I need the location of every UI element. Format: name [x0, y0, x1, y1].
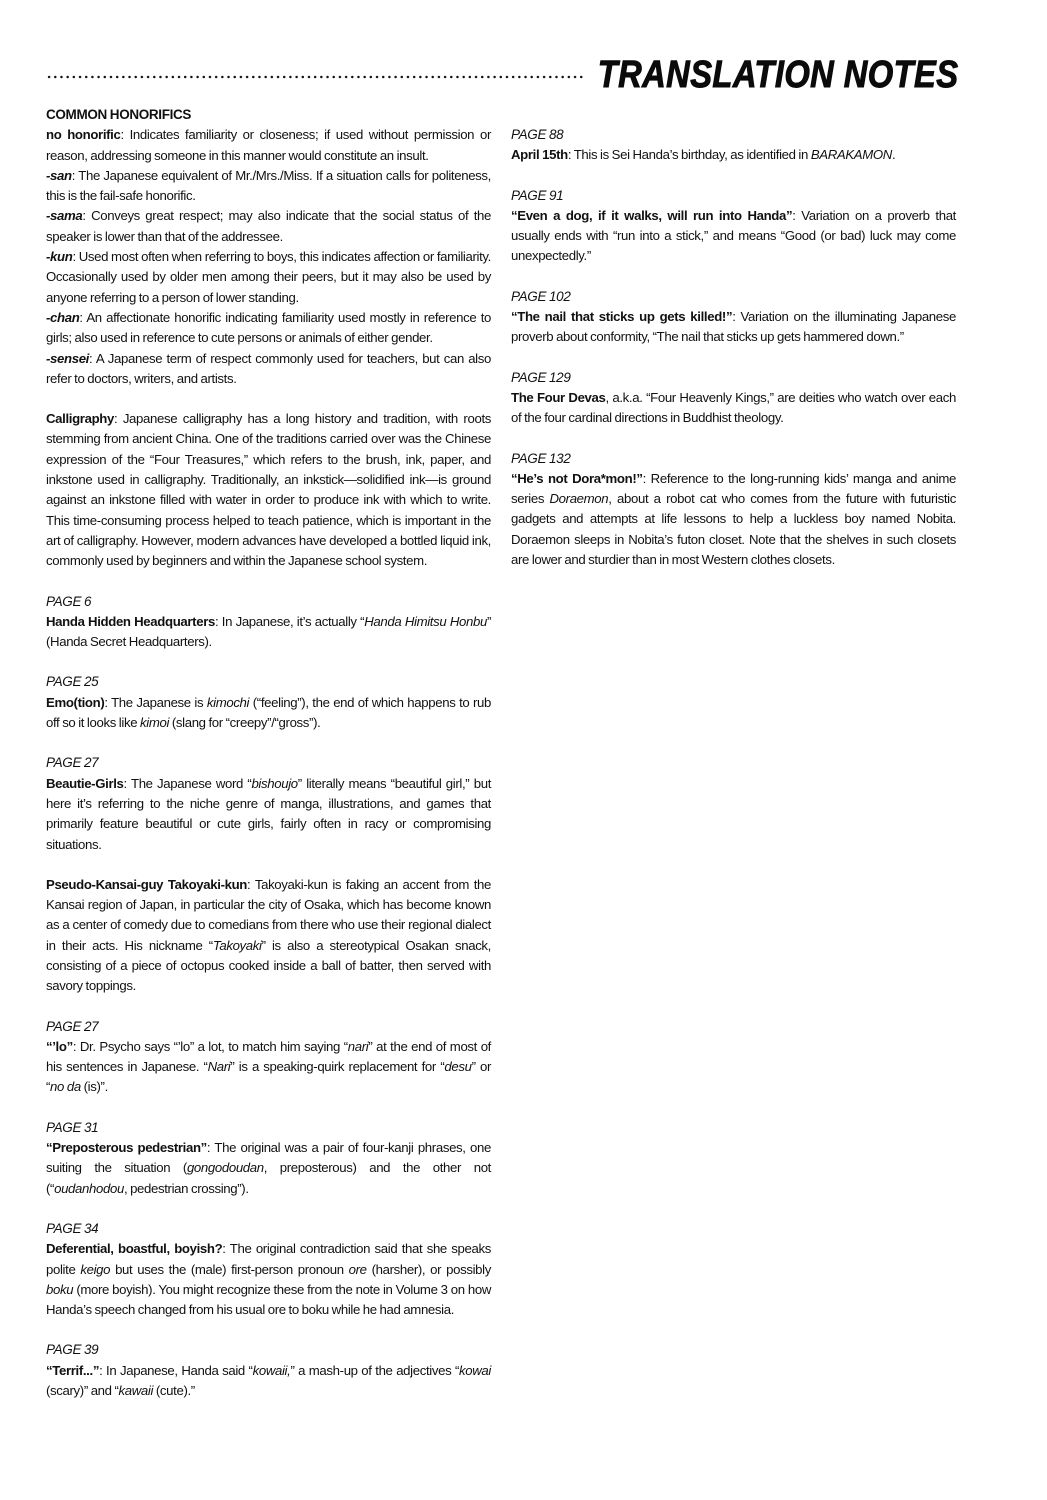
honorific-entry [46, 349, 491, 390]
note-body [46, 612, 491, 653]
page-label: PAGE 91 [511, 187, 564, 203]
honorific-text: : The Japanese equivalent of Mr./Mrs./Miss. If a situation calls for politeness, this is the fail-safe honorific. [46, 167, 491, 204]
note-body [46, 1138, 491, 1199]
note-text: : In Japanese, it’s actually “ [214, 613, 365, 629]
right-column [511, 125, 956, 590]
honorific-term: -sensei [46, 350, 89, 366]
note-text: (slang for “creepy”/“gross”). [169, 715, 321, 731]
note-page-27-beautie-girls [46, 753, 491, 854]
note-text: ” or “ [46, 1059, 491, 1095]
note-takoyaki-kun [46, 875, 491, 997]
page-label: PAGE 132 [511, 450, 571, 466]
note-italic: keigo [80, 1261, 111, 1277]
note-text: (scary)” and “ [46, 1383, 119, 1399]
honorific-term: no honorific [46, 127, 121, 143]
note-text: : The Japanese word “ [123, 775, 252, 791]
honorifics-section [46, 105, 491, 389]
dotted-rule [46, 75, 584, 79]
note-text: (“feeling”), the end of which happens to rub off so it looks like [46, 694, 491, 731]
honorific-entry [46, 308, 491, 349]
calligraphy-note [46, 409, 491, 571]
page-label: PAGE 39 [46, 1342, 99, 1358]
left-column [46, 105, 491, 1421]
note-italic: gongodoudan [186, 1160, 264, 1176]
note-text: : Reference to the long-running kids’ manga and anime series [511, 470, 956, 507]
note-text: : In Japanese, Handa said “ [99, 1362, 253, 1378]
honorifics-heading: COMMON HONORIFICS [46, 107, 192, 122]
page-label: PAGE 31 [46, 1119, 99, 1135]
note-text: ” at the end of most of his sentences in Japanese. “ [46, 1038, 492, 1075]
honorific-entry [46, 166, 491, 207]
page-label: PAGE 6 [46, 593, 92, 609]
note-body [46, 875, 491, 997]
note-body [511, 206, 956, 267]
honorific-term: -chan [46, 309, 80, 325]
note-text: : Variation on a proverb that usually ends with “run into a stick,” and means “Good (or bad) luck may come unexpectedly.” [511, 207, 956, 264]
page-label: PAGE 102 [511, 288, 571, 304]
note-page-132 [511, 449, 956, 571]
note-italic: desu [444, 1059, 472, 1075]
note-page-27-lo [46, 1017, 491, 1098]
note-page-31 [46, 1118, 491, 1199]
note-text: ” is a speaking-quirk replacement for “ [230, 1059, 445, 1075]
note-term: Handa Hidden Headquarters [46, 613, 215, 629]
note-italic: oudanhodou [54, 1180, 124, 1196]
note-body [511, 307, 956, 348]
note-term: “The nail that sticks up gets killed!” [511, 309, 733, 325]
note-body [511, 388, 956, 429]
note-term: The Four Devas [511, 389, 606, 405]
honorific-entry [46, 206, 491, 247]
note-page-88 [511, 125, 956, 166]
note-term: Emo(tion) [46, 694, 105, 710]
note-italic: BARAKAMON [810, 147, 892, 163]
note-text: , pedestrian crossing”). [123, 1180, 249, 1196]
note-term: Deferential, boastful, boyish? [46, 1241, 223, 1257]
page-label: PAGE 27 [46, 1018, 99, 1034]
note-italic: bishoujo [251, 775, 298, 791]
note-page-6 [46, 592, 491, 653]
honorific-text: : Used most often when referring to boys, this indicates affection or familiarity. Occasionally used by older men among their peers, but it may also be used by anyone referring to a person of lower standing. [46, 249, 491, 305]
page-label: PAGE 25 [46, 674, 99, 690]
note-text: : This is Sei Handa’s birthday, as identified in [567, 147, 811, 163]
note-body [46, 1239, 491, 1320]
note-italic: kowaii, [252, 1362, 291, 1378]
note-term: “Even a dog, if it walks, will run into Handa” [511, 207, 793, 223]
page-label: PAGE 34 [46, 1220, 99, 1236]
page-header [46, 54, 958, 102]
honorific-text: : Indicates familiarity or closeness; if used without permission or reason, addressing someone in this manner would constitute an insult. [46, 127, 491, 163]
page-label: PAGE 88 [511, 127, 564, 142]
note-page-25 [46, 672, 491, 733]
note-text: : Takoyaki-kun is faking an accent from the Kansai region of Japan, in particular the city of Osaka, which has become known as a center of comedy due to comedians from there who use their regional dialect in their acts. His nickname “ [46, 876, 491, 953]
note-text: , about a robot cat who comes from the future with futuristic gadgets and attempts at life lessons to help a luckless boy named Nobita. Doraemon sleeps in Nobita’s futon closet. Note that the shelves in such closets are lower and sturdier than in most Western clothes closets. [511, 491, 956, 568]
note-text: : Japanese calligraphy has a long history and tradition, with roots stemming from ancient China. One of the traditions carried over was the Chinese expression of the “Four Treasures,” which refers to the brush, ink, paper, and inkstone used in calligraphy. Traditionally, an inkstick—solidified ink—is ground against an inkstone filled with water in order to produce ink with which to write. This time-consuming process helped to teach patience, which is important in the art of calligraphy. However, modern advances have developed a bottled liquid ink, commonly used by beginners and within the Japanese school system. [46, 411, 491, 569]
note-term: “He’s not Dora*mon!” [511, 470, 643, 486]
note-text: . [891, 147, 896, 163]
note-body [46, 1037, 491, 1098]
note-text: , a.k.a. “Four Heavenly Kings,” are deities who watch over each of the four cardinal directions in Buddhist theology. [511, 389, 956, 426]
page-label: PAGE 27 [46, 755, 99, 771]
note-text: : Dr. Psycho says “’lo” a lot, to match him saying “ [72, 1038, 348, 1054]
note-body [511, 469, 956, 570]
note-text: : Variation on the illuminating Japanese proverb about conformity, “The nail that sticks up gets hammered down.” [511, 309, 957, 345]
note-term: “Preposterous pedestrian” [46, 1140, 207, 1156]
honorific-entry [46, 247, 491, 308]
note-text: ” literally means “beautiful girl,” but here it’s referring to the niche genre of manga, illustrations, and games that primarily feature beautiful or cute girls, fairly often in racy or compromising situations. [46, 775, 492, 852]
note-page-39 [46, 1340, 491, 1401]
note-italic: kowai [459, 1362, 491, 1378]
note-body [46, 1361, 491, 1402]
note-italic: kimochi [206, 694, 250, 710]
page-title: TRANSLATION NOTES [597, 54, 958, 96]
honorific-term: -sama [46, 208, 83, 224]
note-text: , preposterous) and the other not (“ [46, 1160, 492, 1196]
note-page-102 [511, 287, 956, 348]
note-italic: Takoyaki [212, 937, 262, 953]
note-text: ” a mash-up of the adjectives “ [290, 1362, 460, 1378]
note-term: Beautie-Girls [46, 775, 124, 791]
note-body [46, 774, 491, 855]
honorific-term: -kun [46, 249, 73, 265]
note-italic: nari [347, 1038, 369, 1054]
honorific-text: : A Japanese term of respect commonly used for teachers, but can also refer to doctors, writers, and artists. [46, 350, 491, 386]
note-italic: boku [46, 1281, 74, 1297]
note-text: : The original was a pair of four-kanji phrases, one suiting the situation ( [46, 1140, 491, 1176]
honorific-text: : An affectionate honorific indicating familiarity used mostly in reference to girls; also used in reference to cute persons or animals of either gender. [46, 309, 491, 346]
note-italic: kawaii [118, 1383, 154, 1399]
note-term: April 15th [511, 147, 568, 163]
note-page-34 [46, 1219, 491, 1320]
note-body [511, 145, 956, 165]
honorific-text: : Conveys great respect; may also indicate that the social status of the speaker is lower than that of the addressee. [46, 208, 491, 244]
note-body [46, 693, 491, 734]
note-page-129 [511, 368, 956, 429]
note-term: “’lo” [46, 1038, 73, 1054]
note-italic: Handa Himitsu Honbu [364, 613, 487, 629]
note-text: (is)”. [80, 1079, 108, 1095]
note-text: but uses the (male) first-person pronoun [110, 1261, 349, 1277]
note-page-91 [511, 186, 956, 267]
note-italic: no da [50, 1079, 81, 1095]
note-text: ” is also a stereotypical Osakan snack, consisting of a piece of octopus cooked inside a ball of batter, then served with savory toppings. [46, 937, 491, 994]
page-label: PAGE 129 [511, 369, 571, 385]
note-term: “Terrif...” [46, 1362, 100, 1378]
note-term: Calligraphy [46, 411, 114, 427]
note-italic: ore [348, 1261, 367, 1277]
note-term: Pseudo-Kansai-guy Takoyaki-kun [46, 876, 248, 892]
note-italic: Nari [207, 1059, 231, 1075]
note-text: ” (Handa Secret Headquarters). [46, 613, 491, 650]
note-body [46, 409, 491, 571]
note-text: : The original contradiction said that she speaks polite [46, 1241, 491, 1277]
note-text: : The Japanese is [104, 694, 207, 710]
note-italic: Doraemon [549, 491, 609, 507]
honorific-term: -san [46, 167, 72, 183]
note-italic: kimoi [140, 715, 170, 731]
note-text: (more boyish). You might recognize these from the note in Volume 3 on how Handa’s speech changed from his usual ore to boku while he had amnesia. [46, 1281, 491, 1318]
honorific-entry [46, 125, 491, 166]
note-text: (cute).” [153, 1383, 195, 1399]
note-text: (harsher), or possibly [366, 1261, 491, 1277]
